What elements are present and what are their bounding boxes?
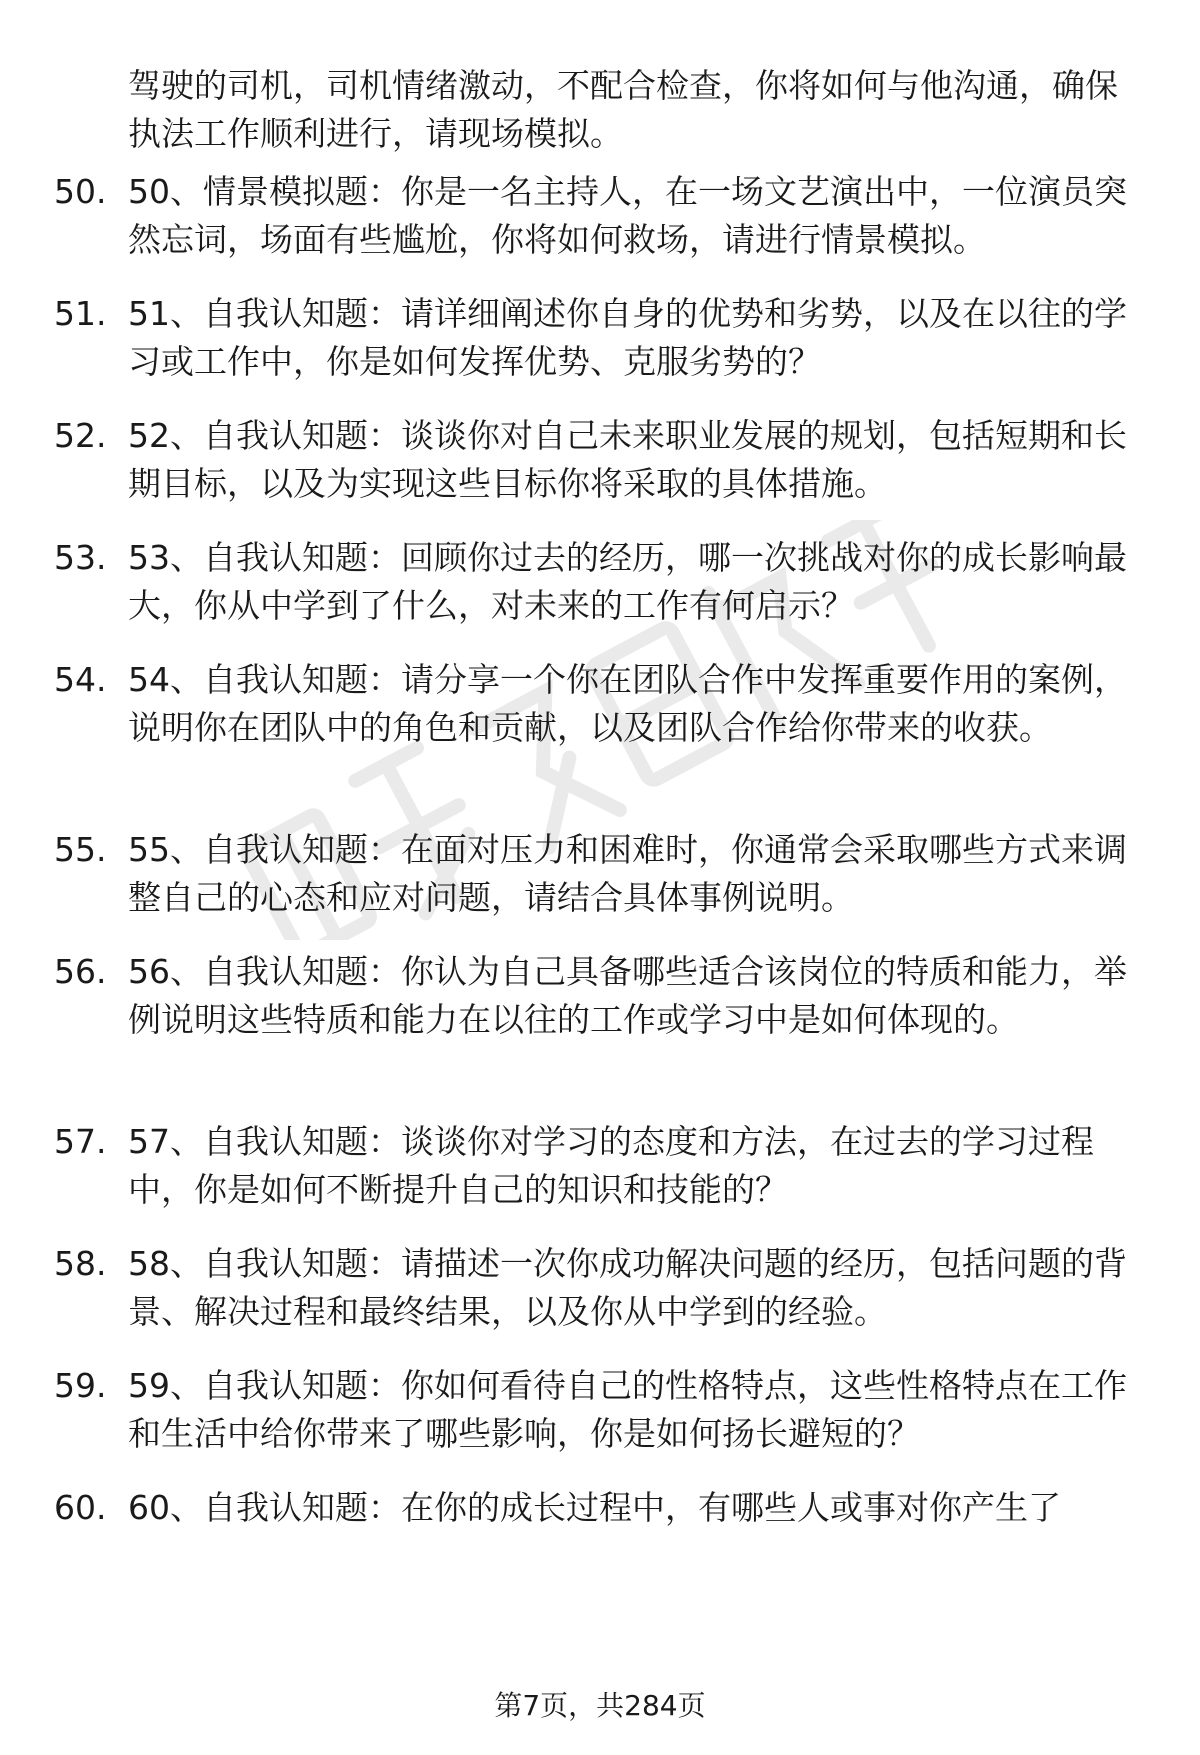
item-number: 60. xyxy=(54,1488,107,1527)
item-number: 51. xyxy=(54,294,107,333)
item-text: 53、自我认知题：回顾你过去的经历，哪一次挑战对你的成长影响最大，你从中学到了什么，对未来的工作有何启示？ xyxy=(128,538,1127,625)
item-text: 50、情景模拟题：你是一名主持人，在一场文艺演出中，一位演员突然忘词，场面有些尴尬，你将如何救场，请进行情景模拟。 xyxy=(128,172,1127,259)
item-number: 53. xyxy=(54,538,107,577)
item-number: 57. xyxy=(54,1122,107,1161)
item-text: 58、自我认知题：请描述一次你成功解决问题的经历，包括问题的背景、解决过程和最终结果，以及你从中学到的经验。 xyxy=(128,1244,1127,1331)
item-text: 57、自我认知题：谈谈你对学习的态度和方法，在过去的学习过程中，你是如何不断提升自己的知识和技能的？ xyxy=(128,1122,1094,1209)
item-number: 52. xyxy=(54,416,107,455)
item-text: 55、自我认知题：在面对压力和困难时，你通常会采取哪些方式来调整自己的心态和应对问题，请结合具体事例说明。 xyxy=(128,830,1127,917)
item-number: 55. xyxy=(54,830,107,869)
item-number: 58. xyxy=(54,1244,107,1283)
item-number: 54. xyxy=(54,660,107,699)
item-text: 54、自我认知题：请分享一个你在团队合作中发挥重要作用的案例，说明你在团队中的角色和贡献，以及团队合作给你带来的收获。 xyxy=(128,660,1127,747)
item-text: 51、自我认知题：请详细阐述你自身的优势和劣势，以及在以往的学习或工作中，你是如何发挥优势、克服劣势的？ xyxy=(128,294,1127,381)
item-text: 52、自我认知题：谈谈你对自己未来职业发展的规划，包括短期和长期目标，以及为实现这些目标你将采取的具体措施。 xyxy=(128,416,1127,503)
page-footer xyxy=(0,1688,1200,1724)
continuation-text: 驾驶的司机，司机情绪激动，不配合检查，你将如何与他沟通，确保执法工作顺利进行，请现场模拟。 xyxy=(128,66,1118,153)
item-number: 56. xyxy=(54,952,107,991)
item-text: 60、自我认知题：在你的成长过程中，有哪些人或事对你产生了 xyxy=(128,1488,1061,1527)
item-number: 50. xyxy=(54,172,107,211)
item-text: 56、自我认知题：你认为自己具备哪些适合该岗位的特质和能力，举例说明这些特质和能力在以往的工作或学习中是如何体现的。 xyxy=(128,952,1127,1039)
item-number: 59. xyxy=(54,1366,107,1405)
item-text: 59、自我认知题：你如何看待自己的性格特点，这些性格特点在工作和生活中给你带来了哪些影响，你是如何扬长避短的？ xyxy=(128,1366,1127,1453)
page-number-label: 第7页，共284页 xyxy=(494,1689,706,1722)
